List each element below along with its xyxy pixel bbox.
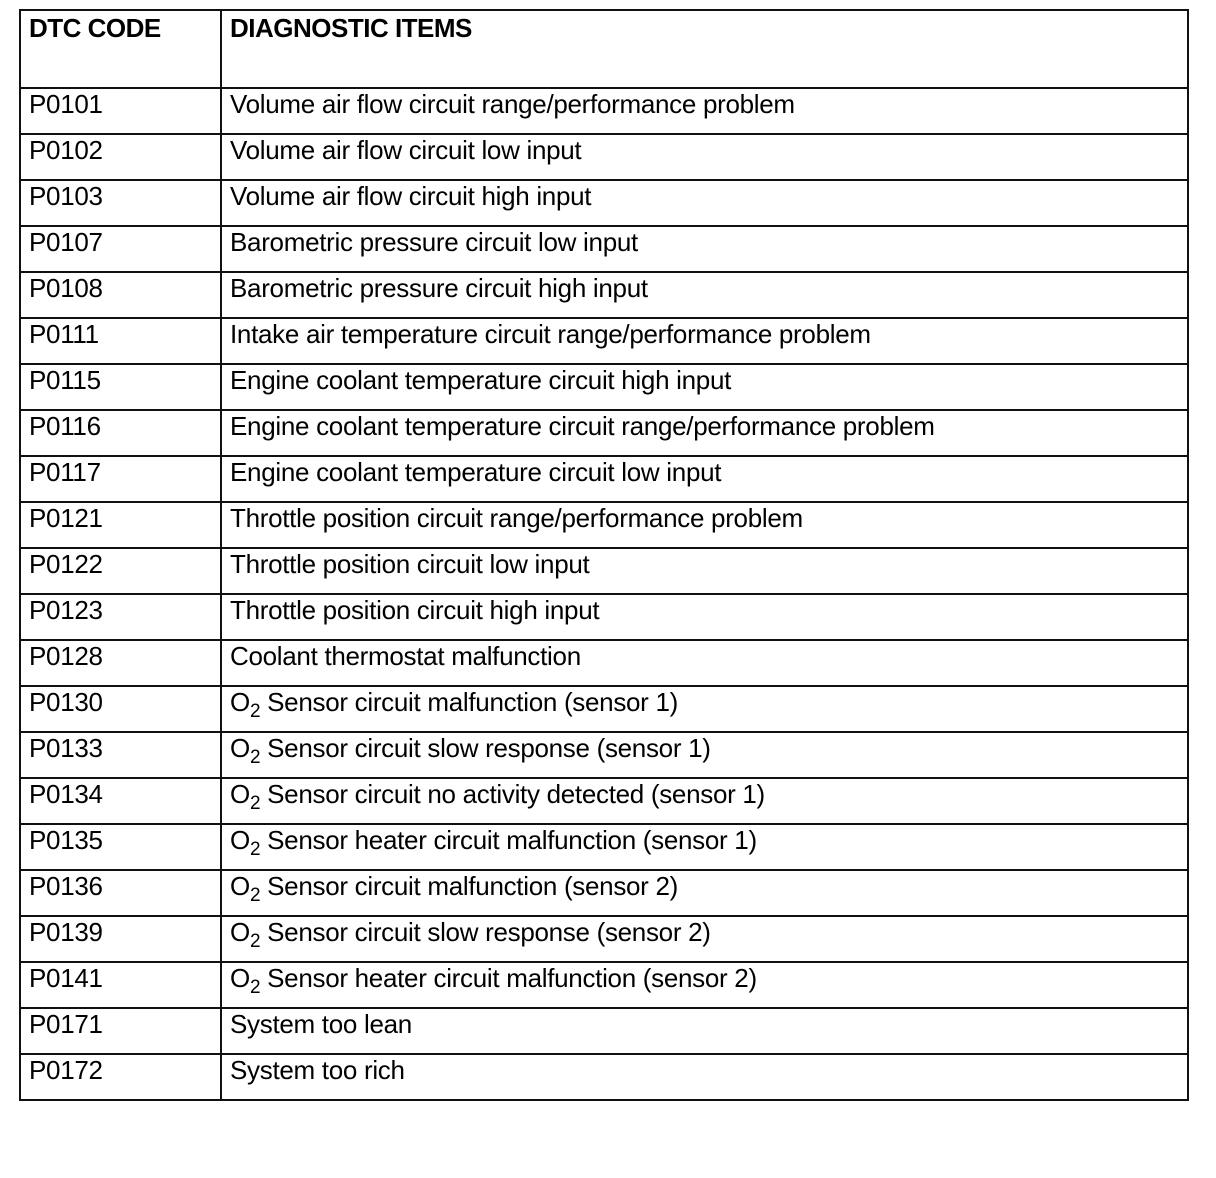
table-row	[20, 456, 1188, 502]
oxygen-subscript: 2	[249, 931, 261, 952]
table-row	[20, 640, 1188, 686]
oxygen-subscript: 2	[249, 885, 261, 906]
table-row	[20, 686, 1188, 732]
diagnostic-item-cell: System too lean	[221, 1008, 1188, 1054]
dtc-code-cell: P0108	[20, 272, 221, 318]
diagnostic-item-cell: Barometric pressure circuit low input	[221, 226, 1188, 272]
table-row	[20, 962, 1188, 1008]
diagnostic-item-cell: Coolant thermostat malfunction	[221, 640, 1188, 686]
table-row	[20, 410, 1188, 456]
header-dtc-code: DTC CODE	[20, 10, 221, 88]
table-row	[20, 824, 1188, 870]
dtc-code-cell: P0139	[20, 916, 221, 962]
diagnostic-item-cell: Volume air flow circuit low input	[221, 134, 1188, 180]
dtc-code-cell: P0115	[20, 364, 221, 410]
table-row	[20, 778, 1188, 824]
dtc-code-cell: P0130	[20, 686, 221, 732]
dtc-code-cell: P0133	[20, 732, 221, 778]
dtc-code-cell: P0123	[20, 594, 221, 640]
dtc-code-cell: P0116	[20, 410, 221, 456]
diagnostic-item-cell	[221, 870, 1188, 916]
oxygen-subscript: 2	[249, 977, 261, 998]
diagnostic-item-cell: Volume air flow circuit range/performance problem	[221, 88, 1188, 134]
diagnostic-item-text: Sensor circuit slow response (sensor 1)	[260, 733, 711, 763]
diagnostic-item-text: Sensor heater circuit malfunction (sensor 2)	[260, 963, 757, 993]
diagnostic-item-cell: Barometric pressure circuit high input	[221, 272, 1188, 318]
dtc-code-cell: P0136	[20, 870, 221, 916]
dtc-code-cell: P0141	[20, 962, 221, 1008]
diagnostic-item-cell: Throttle position circuit range/performance problem	[221, 502, 1188, 548]
oxygen-symbol: O	[230, 825, 250, 855]
dtc-table	[19, 9, 1189, 1101]
table-row	[20, 180, 1188, 226]
diagnostic-item-text: Sensor heater circuit malfunction (sensor 1)	[260, 825, 757, 855]
diagnostic-item-cell	[221, 686, 1188, 732]
oxygen-symbol: O	[230, 917, 250, 947]
dtc-code-cell: P0128	[20, 640, 221, 686]
diagnostic-item-cell	[221, 916, 1188, 962]
table-row	[20, 226, 1188, 272]
table-row	[20, 548, 1188, 594]
oxygen-symbol: O	[230, 733, 250, 763]
table-row	[20, 364, 1188, 410]
oxygen-symbol: O	[230, 871, 250, 901]
oxygen-symbol: O	[230, 963, 250, 993]
table-body	[20, 88, 1188, 1100]
oxygen-subscript: 2	[249, 839, 261, 860]
table-row	[20, 88, 1188, 134]
diagnostic-item-text: Sensor circuit no activity detected (sensor 1)	[260, 779, 765, 809]
diagnostic-item-cell: Engine coolant temperature circuit range/performance problem	[221, 410, 1188, 456]
table-row	[20, 1008, 1188, 1054]
dtc-code-cell: P0134	[20, 778, 221, 824]
dtc-code-cell: P0171	[20, 1008, 221, 1054]
dtc-code-cell: P0122	[20, 548, 221, 594]
diagnostic-item-cell: Engine coolant temperature circuit low input	[221, 456, 1188, 502]
diagnostic-item-text: Sensor circuit slow response (sensor 2)	[260, 917, 711, 947]
table-header-row	[20, 10, 1188, 88]
diagnostic-item-cell: Volume air flow circuit high input	[221, 180, 1188, 226]
table-row	[20, 870, 1188, 916]
diagnostic-item-text: Sensor circuit malfunction (sensor 1)	[260, 687, 678, 717]
dtc-code-cell: P0117	[20, 456, 221, 502]
diagnostic-item-cell: System too rich	[221, 1054, 1188, 1100]
oxygen-symbol: O	[230, 687, 250, 717]
diagnostic-item-cell	[221, 732, 1188, 778]
oxygen-symbol: O	[230, 779, 250, 809]
dtc-code-cell: P0121	[20, 502, 221, 548]
diagnostic-item-text: Sensor circuit malfunction (sensor 2)	[260, 871, 678, 901]
diagnostic-item-cell: Throttle position circuit high input	[221, 594, 1188, 640]
header-diagnostic-items: DIAGNOSTIC ITEMS	[221, 10, 1188, 88]
table-row	[20, 916, 1188, 962]
dtc-code-cell: P0102	[20, 134, 221, 180]
table-row	[20, 1054, 1188, 1100]
oxygen-subscript: 2	[249, 701, 261, 722]
dtc-code-cell: P0107	[20, 226, 221, 272]
table-row	[20, 594, 1188, 640]
table-row	[20, 134, 1188, 180]
oxygen-subscript: 2	[249, 747, 261, 768]
diagnostic-item-cell: Throttle position circuit low input	[221, 548, 1188, 594]
diagnostic-item-cell	[221, 962, 1188, 1008]
dtc-code-cell: P0111	[20, 318, 221, 364]
dtc-code-cell: P0101	[20, 88, 221, 134]
dtc-code-cell: P0135	[20, 824, 221, 870]
dtc-code-cell: P0172	[20, 1054, 221, 1100]
dtc-code-cell: P0103	[20, 180, 221, 226]
diagnostic-item-cell: Engine coolant temperature circuit high input	[221, 364, 1188, 410]
diagnostic-item-cell	[221, 778, 1188, 824]
diagnostic-item-cell: Intake air temperature circuit range/performance problem	[221, 318, 1188, 364]
table-row	[20, 732, 1188, 778]
diagnostic-item-cell	[221, 824, 1188, 870]
table-row	[20, 502, 1188, 548]
table-row	[20, 318, 1188, 364]
table-row	[20, 272, 1188, 318]
oxygen-subscript: 2	[249, 793, 261, 814]
